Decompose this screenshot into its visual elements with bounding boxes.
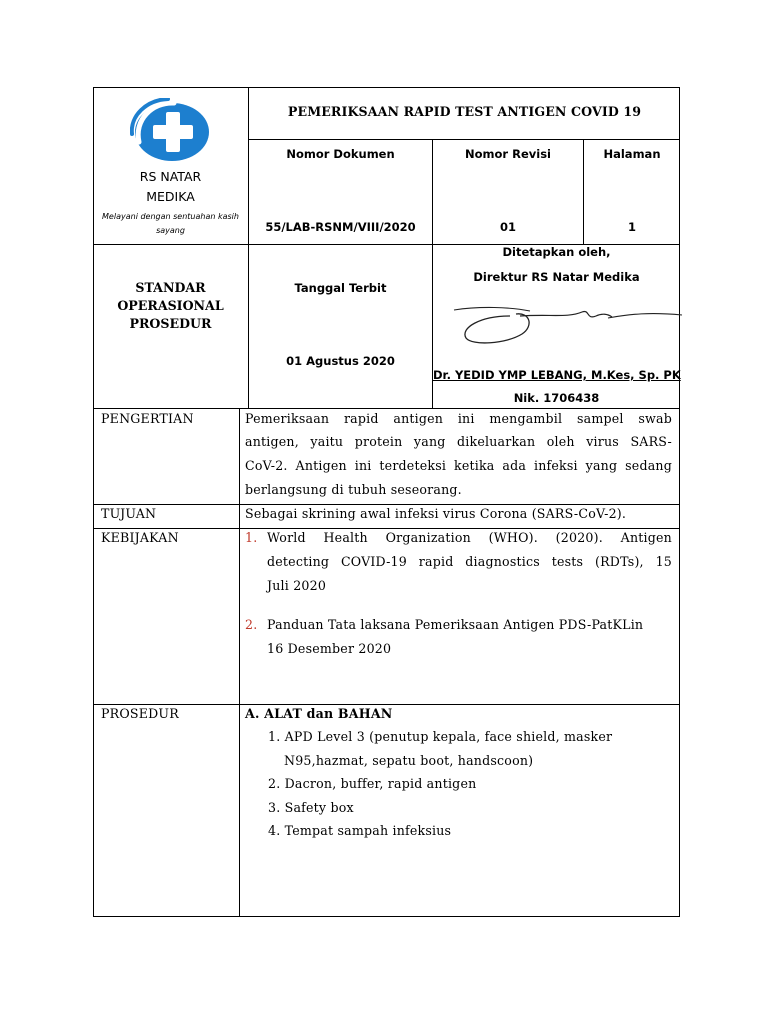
pengertian-line: CoV-2. Antigen ini terdeteksi ketika ada infeksi yang sedang	[245, 458, 672, 473]
kebijakan-item-line: 16 Desember 2020	[267, 641, 392, 656]
pengertian-line: antigen, yaitu protein yang dikeluarkan oleh virus SARS-	[245, 434, 672, 449]
doc-number-header: Nomor Dokumen	[286, 147, 395, 161]
grid-line	[239, 408, 240, 917]
prosedur-list-item: 4. Tempat sampah infeksius	[268, 823, 452, 838]
prosedur-list-item: 1. APD Level 3 (penutup kepala, face shield, masker	[268, 729, 613, 744]
tujuan-label: TUJUAN	[101, 506, 157, 521]
hospital-name-line1: RS NATAR	[139, 169, 202, 184]
hospital-tagline-line2: sayang	[156, 226, 185, 235]
hospital-tagline-line1: Melayani dengan sentuahan kasih	[102, 212, 239, 221]
issue-date-value: 01 Agustus 2020	[286, 354, 395, 368]
kebijakan-item-line: Juli 2020	[267, 578, 327, 593]
set-by-line1: Ditetapkan oleh,	[502, 245, 611, 259]
grid-line	[93, 704, 680, 705]
sop-label-line1: STANDAR	[135, 280, 206, 295]
sop-label-line2: OPERASIONAL	[117, 298, 224, 313]
grid-line	[248, 139, 680, 140]
doc-number-value: 55/LAB-RSNM/VIII/2020	[265, 220, 416, 234]
prosedur-list-item: 2. Dacron, buffer, rapid antigen	[268, 776, 477, 791]
tujuan-text: Sebagai skrining awal infeksi virus Corona (SARS-CoV-2).	[245, 506, 627, 521]
prosedur-list-item: 3. Safety box	[268, 800, 354, 815]
issue-date-label: Tanggal Terbit	[294, 281, 387, 295]
handwritten-signature-icon	[450, 298, 686, 348]
hospital-name-line2: MEDIKA	[146, 189, 195, 204]
grid-line	[93, 504, 680, 505]
grid-line	[93, 528, 680, 529]
prosedur-subheading: A. ALAT dan BAHAN	[245, 706, 393, 721]
page-value: 1	[627, 220, 636, 234]
revision-value: 01	[499, 220, 516, 234]
kebijakan-item-number: 1.	[245, 530, 258, 545]
revision-header: Nomor Revisi	[465, 147, 551, 161]
signer-nik: Nik. 1706438	[513, 391, 600, 405]
prosedur-list-item: N95,hazmat, sepatu boot, handscoon)	[284, 753, 534, 768]
kebijakan-item-line: World Health Organization (WHO). (2020). Antigen	[267, 530, 672, 545]
kebijakan-label: KEBIJAKAN	[101, 530, 179, 545]
kebijakan-item-number: 2.	[245, 617, 258, 632]
kebijakan-item-line: Panduan Tata laksana Pemeriksaan Antigen PDS-PatKLin	[267, 617, 644, 632]
hospital-cross-logo-icon	[130, 98, 210, 164]
signer-name: Dr. YEDID YMP LEBANG, M.Kes, Sp. PK	[433, 368, 681, 382]
sop-label-line3: PROSEDUR	[129, 316, 212, 331]
pengertian-line: Pemeriksaan rapid antigen ini mengambil sampel swab	[245, 411, 672, 426]
document-title: PEMERIKSAAN RAPID TEST ANTIGEN COVID 19	[287, 104, 642, 119]
pengertian-label: PENGERTIAN	[101, 411, 194, 426]
kebijakan-item-line: detecting COVID-19 rapid diagnostics tests (RDTs), 15	[267, 554, 672, 569]
set-by-line2: Direktur RS Natar Medika	[473, 270, 640, 284]
prosedur-label: PROSEDUR	[101, 706, 179, 721]
page-header: Halaman	[603, 147, 661, 161]
pengertian-line: berlangsung di tubuh seseorang.	[245, 482, 462, 497]
